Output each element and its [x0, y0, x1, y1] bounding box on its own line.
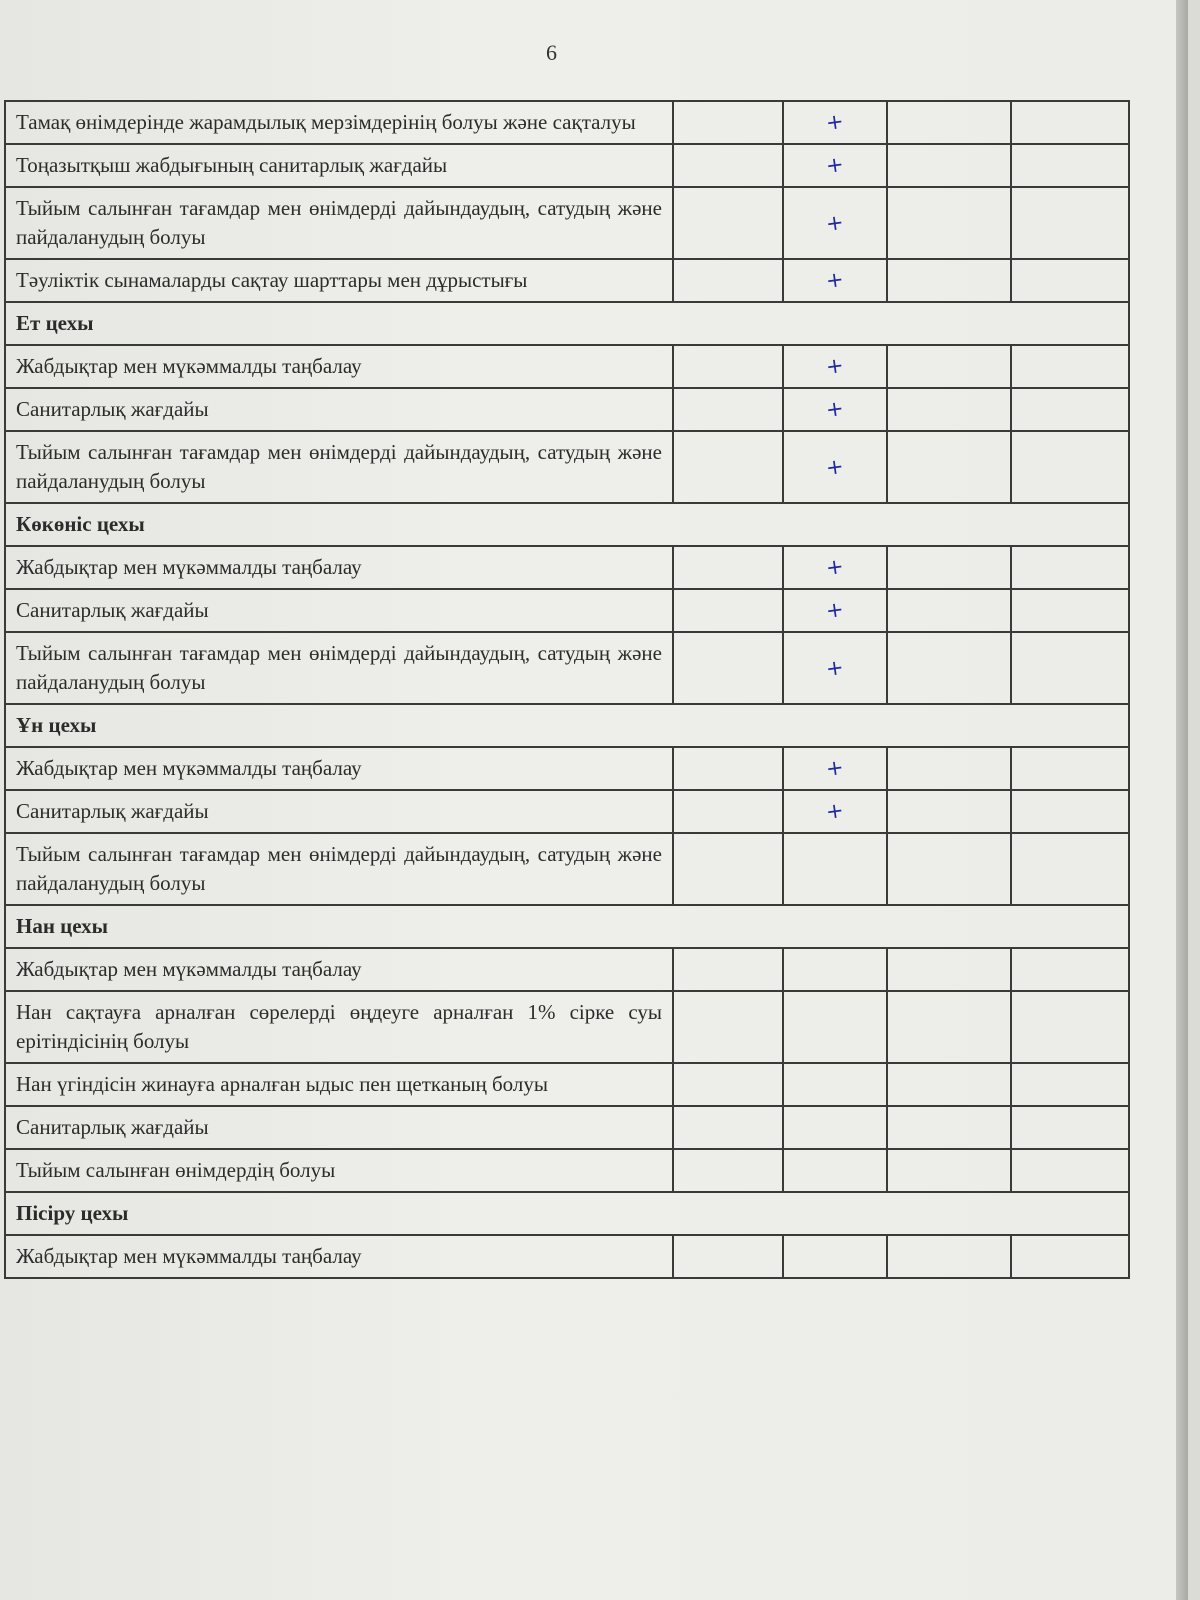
section-title: Ет цехы — [5, 302, 1129, 345]
page-number: 6 — [546, 40, 557, 65]
handwritten-plus-mark: + — [824, 654, 846, 681]
section-title: Ұн цехы — [5, 704, 1129, 747]
mark-cell-col-1 — [673, 833, 783, 905]
mark-cell-col-3 — [887, 833, 1011, 905]
mark-cell-col-3 — [887, 948, 1011, 991]
mark-cell-col-3 — [887, 101, 1011, 144]
checklist-item-label: Тәуліктік сынамаларды сақтау шарттары мен дұрыстығы — [5, 259, 673, 302]
mark-cell-col-3 — [887, 259, 1011, 302]
mark-cell-col-1 — [673, 1063, 783, 1106]
handwritten-plus-mark: + — [824, 209, 846, 236]
mark-cell-col-4 — [1011, 632, 1129, 704]
checklist-row — [5, 345, 1129, 388]
mark-cell-col-2 — [783, 833, 887, 905]
mark-cell-col-3 — [887, 1063, 1011, 1106]
handwritten-plus-mark: + — [824, 395, 846, 423]
checklist-row — [5, 632, 1129, 704]
handwritten-plus-mark: + — [824, 352, 846, 380]
mark-cell-col-2 — [783, 388, 887, 431]
mark-cell-col-2 — [783, 431, 887, 503]
mark-cell-col-3 — [887, 431, 1011, 503]
checklist-row — [5, 589, 1129, 632]
checklist-row — [5, 747, 1129, 790]
checklist-item-label: Тыйым салынған тағамдар мен өнімдерді дайындаудың, сатудың және пайдаланудың болуы — [5, 833, 673, 905]
mark-cell-col-1 — [673, 345, 783, 388]
mark-cell-col-3 — [887, 747, 1011, 790]
mark-cell-col-3 — [887, 388, 1011, 431]
section-title: Нан цехы — [5, 905, 1129, 948]
checklist-item-label: Тамақ өнімдерінде жарамдылық мерзімдерінің болуы және сақталуы — [5, 101, 673, 144]
checklist-row — [5, 101, 1129, 144]
mark-cell-col-1 — [673, 1149, 783, 1192]
handwritten-plus-mark: + — [824, 797, 846, 825]
mark-cell-col-2 — [783, 259, 887, 302]
checklist-item-label: Жабдықтар мен мүкәммалды таңбалау — [5, 546, 673, 589]
handwritten-plus-mark: + — [824, 754, 846, 782]
checklist-row — [5, 388, 1129, 431]
mark-cell-col-2 — [783, 790, 887, 833]
mark-cell-col-4 — [1011, 833, 1129, 905]
checklist-row — [5, 144, 1129, 187]
handwritten-plus-mark: + — [824, 266, 846, 294]
mark-cell-col-4 — [1011, 790, 1129, 833]
section-header-row — [5, 905, 1129, 948]
mark-cell-col-4 — [1011, 431, 1129, 503]
section-title: Көкөніс цехы — [5, 503, 1129, 546]
mark-cell-col-4 — [1011, 1106, 1129, 1149]
mark-cell-col-4 — [1011, 589, 1129, 632]
section-header-row — [5, 1192, 1129, 1235]
checklist-item-label: Жабдықтар мен мүкәммалды таңбалау — [5, 747, 673, 790]
mark-cell-col-2 — [783, 632, 887, 704]
checklist-row — [5, 1235, 1129, 1278]
checklist-row — [5, 1149, 1129, 1192]
checklist-item-label: Тыйым салынған тағамдар мен өнімдерді дайындаудың, сатудың және пайдаланудың болуы — [5, 187, 673, 259]
mark-cell-col-4 — [1011, 747, 1129, 790]
mark-cell-col-4 — [1011, 991, 1129, 1063]
mark-cell-col-1 — [673, 1235, 783, 1278]
inspection-checklist-table — [4, 100, 1130, 1279]
mark-cell-col-2 — [783, 144, 887, 187]
mark-cell-col-1 — [673, 431, 783, 503]
mark-cell-col-3 — [887, 144, 1011, 187]
mark-cell-col-4 — [1011, 259, 1129, 302]
mark-cell-col-1 — [673, 589, 783, 632]
checklist-item-label: Тоңазытқыш жабдығының санитарлық жағдайы — [5, 144, 673, 187]
handwritten-plus-mark: + — [824, 151, 846, 179]
mark-cell-col-4 — [1011, 546, 1129, 589]
mark-cell-col-2 — [783, 991, 887, 1063]
mark-cell-col-4 — [1011, 144, 1129, 187]
mark-cell-col-4 — [1011, 948, 1129, 991]
mark-cell-col-4 — [1011, 101, 1129, 144]
mark-cell-col-4 — [1011, 187, 1129, 259]
mark-cell-col-1 — [673, 101, 783, 144]
mark-cell-col-3 — [887, 345, 1011, 388]
mark-cell-col-3 — [887, 1149, 1011, 1192]
checklist-item-label: Нан үгіндісін жинауға арналған ыдыс пен щетканың болуы — [5, 1063, 673, 1106]
mark-cell-col-1 — [673, 991, 783, 1063]
mark-cell-col-1 — [673, 948, 783, 991]
checklist-row — [5, 1106, 1129, 1149]
section-header-row — [5, 302, 1129, 345]
handwritten-plus-mark: + — [824, 553, 846, 581]
checklist-row — [5, 259, 1129, 302]
checklist-item-label: Санитарлық жағдайы — [5, 589, 673, 632]
mark-cell-col-3 — [887, 1106, 1011, 1149]
checklist-row — [5, 790, 1129, 833]
mark-cell-col-1 — [673, 187, 783, 259]
mark-cell-col-2 — [783, 101, 887, 144]
checklist-row — [5, 431, 1129, 503]
mark-cell-col-3 — [887, 632, 1011, 704]
checklist-item-label: Санитарлық жағдайы — [5, 790, 673, 833]
mark-cell-col-2 — [783, 1235, 887, 1278]
mark-cell-col-4 — [1011, 1235, 1129, 1278]
checklist-row — [5, 833, 1129, 905]
mark-cell-col-2 — [783, 1149, 887, 1192]
checklist-item-label: Тыйым салынған өнімдердің болуы — [5, 1149, 673, 1192]
checklist-item-label: Нан сақтауға арналған сөрелерді өңдеуге арналған 1% сірке суы ерітіндісінің болуы — [5, 991, 673, 1063]
checklist-row — [5, 1063, 1129, 1106]
mark-cell-col-2 — [783, 345, 887, 388]
handwritten-plus-mark: + — [824, 453, 846, 480]
mark-cell-col-4 — [1011, 1149, 1129, 1192]
mark-cell-col-4 — [1011, 1063, 1129, 1106]
mark-cell-col-1 — [673, 259, 783, 302]
page-edge-shadow — [1176, 0, 1188, 1600]
section-header-row — [5, 704, 1129, 747]
mark-cell-col-1 — [673, 632, 783, 704]
checklist-row — [5, 948, 1129, 991]
handwritten-plus-mark: + — [824, 596, 846, 624]
checklist-item-label: Жабдықтар мен мүкәммалды таңбалау — [5, 1235, 673, 1278]
checklist-item-label: Тыйым салынған тағамдар мен өнімдерді дайындаудың, сатудың және пайдаланудың болуы — [5, 632, 673, 704]
checklist-row — [5, 187, 1129, 259]
mark-cell-col-1 — [673, 1106, 783, 1149]
mark-cell-col-3 — [887, 790, 1011, 833]
mark-cell-col-4 — [1011, 345, 1129, 388]
section-header-row — [5, 503, 1129, 546]
mark-cell-col-2 — [783, 747, 887, 790]
mark-cell-col-4 — [1011, 388, 1129, 431]
mark-cell-col-2 — [783, 948, 887, 991]
mark-cell-col-1 — [673, 144, 783, 187]
checklist-item-label: Санитарлық жағдайы — [5, 388, 673, 431]
mark-cell-col-1 — [673, 747, 783, 790]
mark-cell-col-2 — [783, 187, 887, 259]
checklist-item-label: Санитарлық жағдайы — [5, 1106, 673, 1149]
mark-cell-col-3 — [887, 187, 1011, 259]
mark-cell-col-1 — [673, 546, 783, 589]
checklist-item-label: Жабдықтар мен мүкәммалды таңбалау — [5, 345, 673, 388]
checklist-row — [5, 546, 1129, 589]
mark-cell-col-2 — [783, 589, 887, 632]
mark-cell-col-3 — [887, 1235, 1011, 1278]
mark-cell-col-3 — [887, 589, 1011, 632]
mark-cell-col-2 — [783, 1063, 887, 1106]
mark-cell-col-2 — [783, 546, 887, 589]
checklist-row — [5, 991, 1129, 1063]
checklist-item-label: Жабдықтар мен мүкәммалды таңбалау — [5, 948, 673, 991]
mark-cell-col-2 — [783, 1106, 887, 1149]
handwritten-plus-mark: + — [824, 108, 846, 136]
section-title: Пісіру цехы — [5, 1192, 1129, 1235]
mark-cell-col-1 — [673, 388, 783, 431]
mark-cell-col-3 — [887, 991, 1011, 1063]
mark-cell-col-1 — [673, 790, 783, 833]
checklist-item-label: Тыйым салынған тағамдар мен өнімдерді дайындаудың, сатудың және пайдаланудың болуы — [5, 431, 673, 503]
mark-cell-col-3 — [887, 546, 1011, 589]
